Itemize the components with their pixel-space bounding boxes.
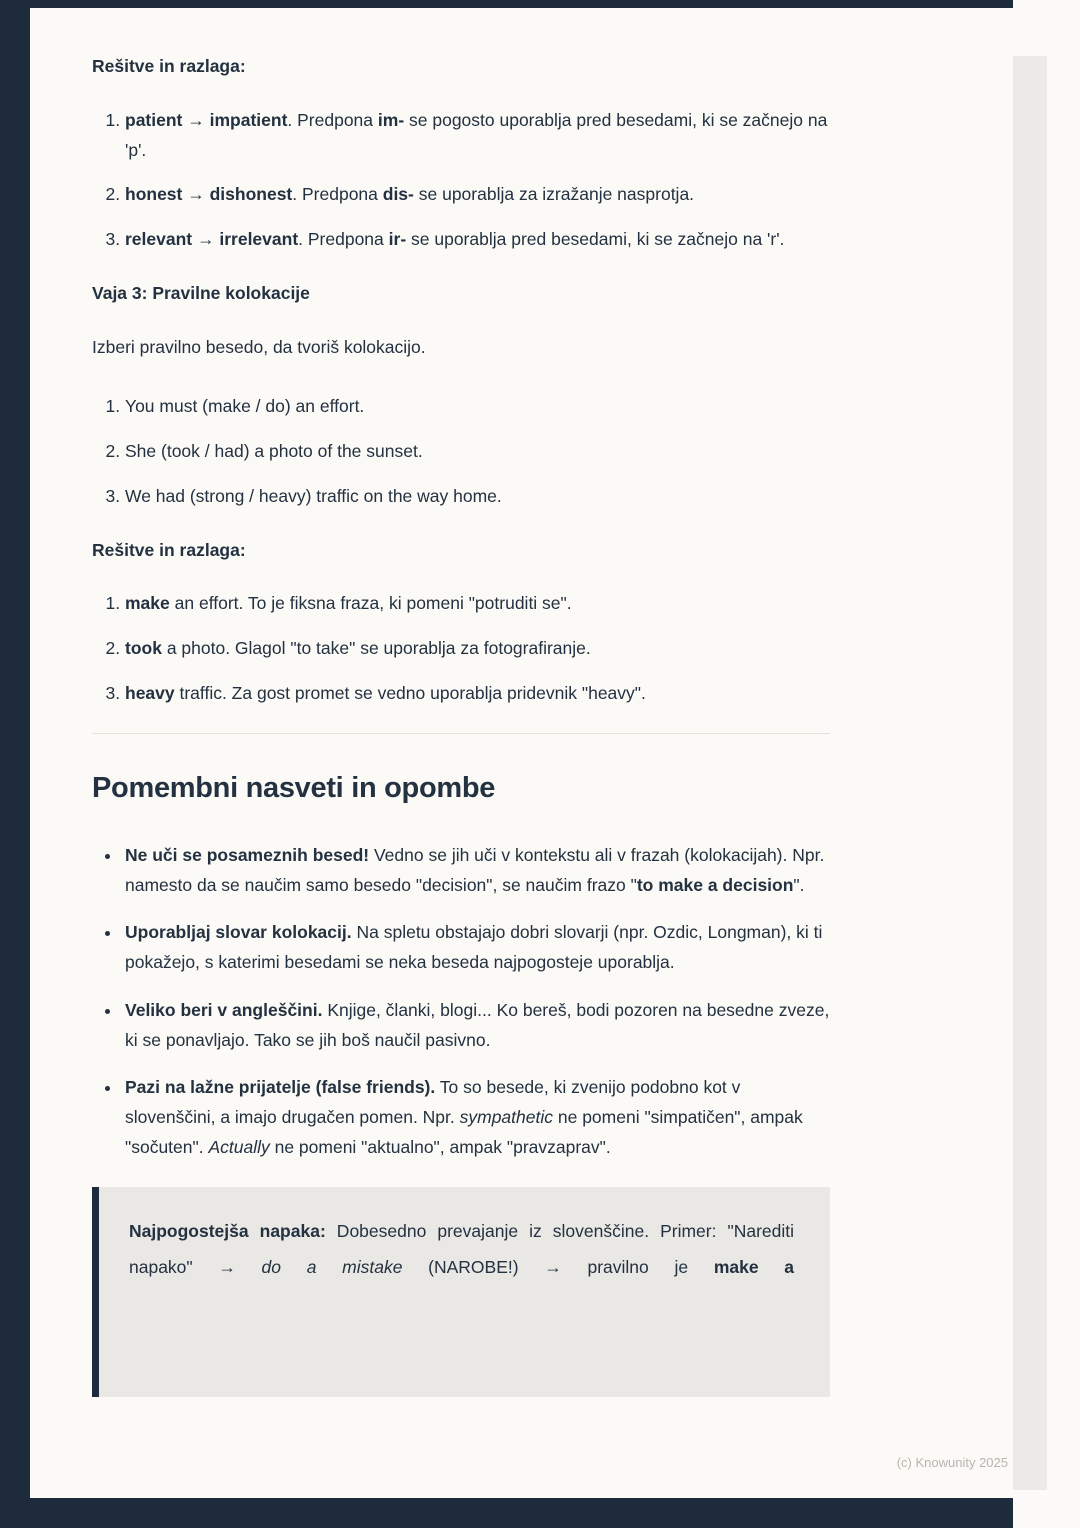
solutions-list-1 xyxy=(92,106,830,255)
tips-heading: Pomembni nasveti in opombe xyxy=(92,771,496,804)
callout-text: Najpogostejša napaka: Dobesedno prevajanje iz slovenščine. Primer: "Narediti napako" → do a mistake (NAROBE!) → pravilno je make a xyxy=(129,1220,795,1278)
tip-item: • Veliko beri v angleščini. Knjige, članki, blogi... Ko bereš, bodi pozoren na besedne zveze, ki se ponavljajo. Tako se jih boš naučil pasivno. xyxy=(122,996,830,1056)
exercise-list xyxy=(92,392,830,511)
page-border-top xyxy=(0,0,1013,8)
document-content xyxy=(92,0,830,1397)
scrollbar-track[interactable] xyxy=(1013,0,1080,1528)
callout-box xyxy=(92,1187,830,1397)
solution-item: 2. took a photo. Glagol "to take" se uporablja za fotografiranje. xyxy=(125,634,830,664)
tip-item: • Pazi na lažne prijatelje (false friends). To so besede, ki zvenijo podobno kot v slovenščini, a imajo drugačen pomen. Npr. sympathetic ne pomeni "simpatičen", ampak "sočuten". Actually ne pomeni "aktualno", ampak "pravzaprav". xyxy=(122,1073,830,1162)
tips-list xyxy=(92,841,830,1163)
exercise-heading: Vaja 3: Pravilne kolokacije xyxy=(92,282,310,303)
tip-item: • Uporabljaj slovar kolokacij. Na spletu obstajajo dobri slovarji (npr. Ozdic, Longman), ki ti pokažejo, s katerimi besedami se neka beseda najpogosteje uporablja. xyxy=(122,918,830,978)
solutions-list-2 xyxy=(92,589,830,708)
solution-item: 3. heavy traffic. Za gost promet se vedno uporablja pridevnik "heavy". xyxy=(125,679,830,709)
page-border-bottom xyxy=(0,1498,1013,1528)
solution-item: 2. honest → dishonest. Predpona dis- se uporablja za izražanje nasprotja. xyxy=(125,180,830,210)
solution-item: 3. relevant → irrelevant. Predpona ir- se uporablja pred besedami, ki se začnejo na 'r'. xyxy=(125,225,830,255)
page-border-left xyxy=(0,0,30,1528)
solution-item: 1. make an effort. To je fiksna fraza, ki pomeni "potruditi se". xyxy=(125,589,830,619)
scrollbar-thumb[interactable] xyxy=(1013,56,1047,1490)
exercise-item: 1. You must (make / do) an effort. xyxy=(125,392,830,422)
solutions-heading-1: Rešitve in razlaga: xyxy=(92,56,246,76)
exercise-item: 2. She (took / had) a photo of the sunset. xyxy=(125,437,830,467)
exercise-item: 3. We had (strong / heavy) traffic on the way home. xyxy=(125,482,830,512)
solution-item: 1. patient → impatient. Predpona im- se pogosto uporablja pred besedami, ki se začnejo na 'p'. xyxy=(125,106,830,166)
section-divider xyxy=(92,733,830,734)
solutions-heading-2: Rešitve in razlaga: xyxy=(92,539,246,560)
tip-item: • Ne uči se posameznih besed! Vedno se jih uči v kontekstu ali v frazah (kolokacijah). Npr. namesto da se naučim samo besedo "decision", se naučim frazo "to make a decision". xyxy=(122,841,830,901)
exercise-intro: Izberi pravilno besedo, da tvoriš kolokacijo. xyxy=(92,336,426,357)
copyright-watermark: (c) Knowunity 2025 xyxy=(896,1455,1008,1470)
